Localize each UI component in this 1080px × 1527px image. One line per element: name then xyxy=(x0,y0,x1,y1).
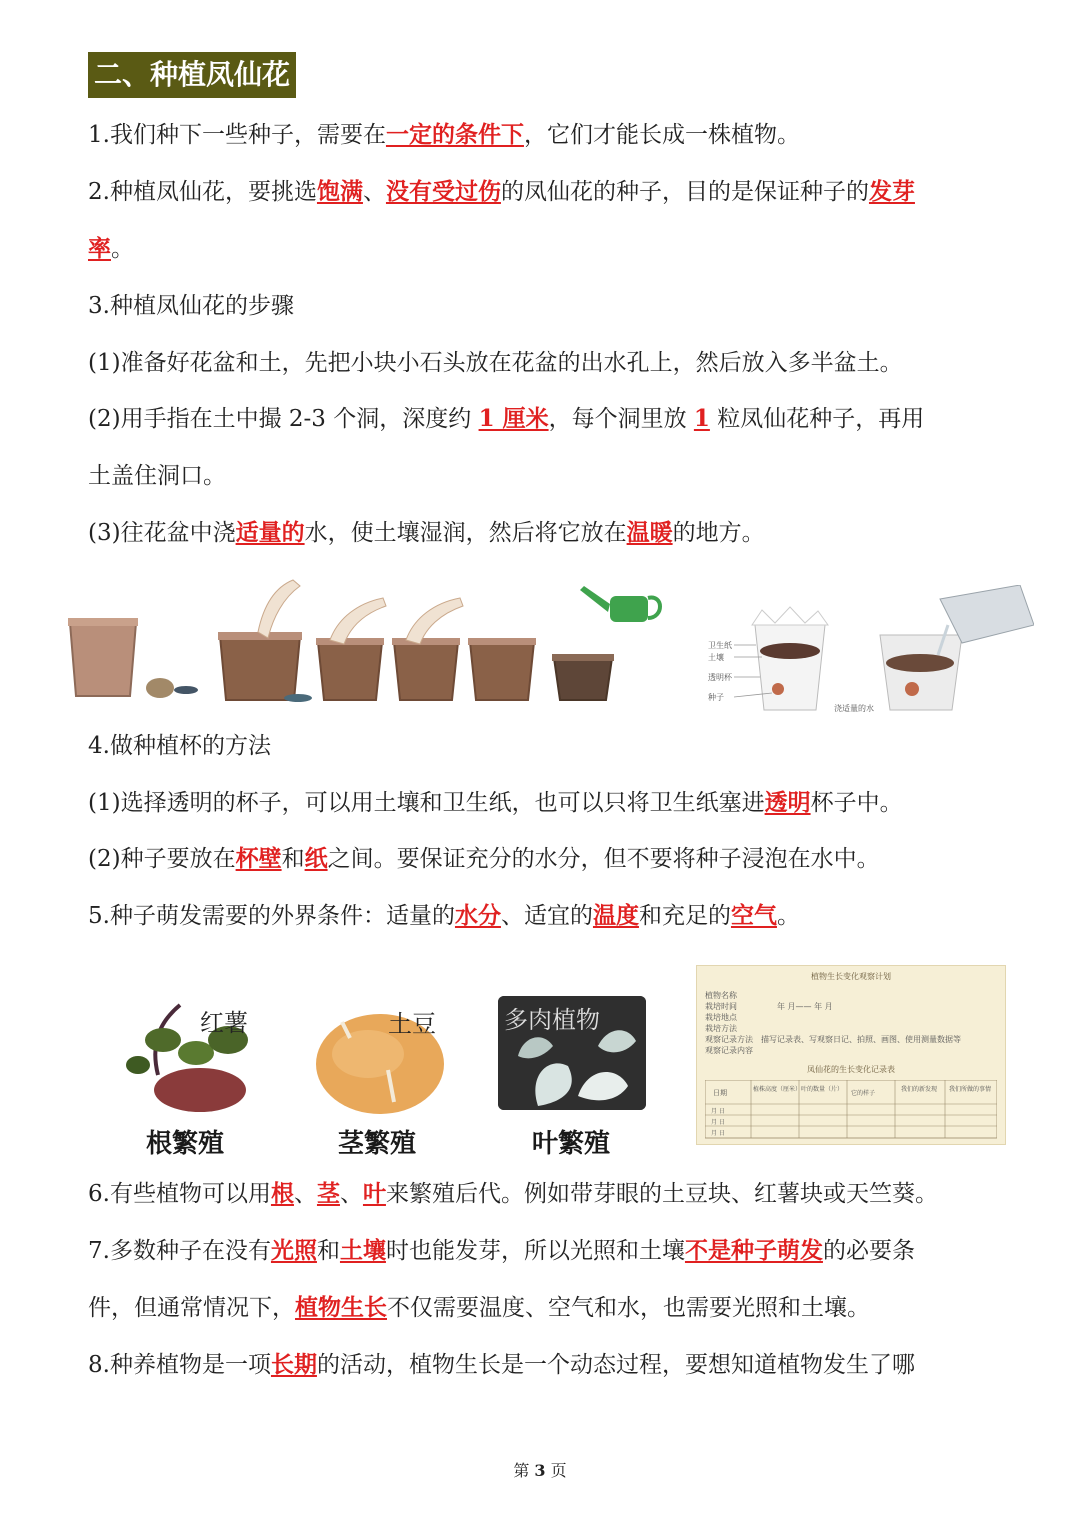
sweet-potato-label: 红薯 xyxy=(200,1009,248,1037)
item-1: 1.我们种下一些种子，需要在一定的条件下，它们才能长成一株植物。 xyxy=(88,121,800,148)
pot-hand-1-image xyxy=(218,580,302,700)
stone-image xyxy=(146,678,174,698)
empty-pot-image xyxy=(68,618,138,696)
record-date-1: 月 日 xyxy=(711,1108,725,1115)
item-4: 4.做种植杯的方法 xyxy=(88,733,271,759)
item-5: 5.种子萌发需要的外界条件：适量的水分、适宜的温度和充足的空气。 xyxy=(88,902,800,929)
succulent-label: 多肉植物 xyxy=(504,1006,600,1034)
plan-time-value: 年 月—— 年 月 xyxy=(777,1002,833,1011)
item-2: 2.种植凤仙花，要挑选饱满、没有受过伤的凤仙花的种子，目的是保证种子的发芽 xyxy=(88,178,915,205)
pot-hand-2-image xyxy=(316,598,386,700)
page-number: 3 xyxy=(534,1461,546,1480)
plan-row-method: 栽培方法 xyxy=(705,1024,737,1033)
watering-can-image xyxy=(580,586,660,622)
plan-row-name: 植物名称 xyxy=(705,991,737,1000)
footer-prefix: 第 xyxy=(513,1461,530,1480)
step-1: (1)准备好花盆和土，先把小块小石头放在花盆的出水孔上，然后放入多半盆土。 xyxy=(88,350,903,376)
stem-propagation-caption: 茎繁殖 xyxy=(338,1129,417,1159)
plan-row-record-method: 观察记录方法 xyxy=(705,1035,753,1044)
record-header-discovery: 我们的新发现 xyxy=(901,1086,938,1093)
cup-drawings xyxy=(700,585,1034,715)
leaf-propagation-caption: 叶繁殖 xyxy=(532,1129,611,1159)
step-3: (3)往花盆中浇适量的水，使土壤湿润，然后将它放在温暖的地方。 xyxy=(88,519,765,546)
record-table-title: 凤仙花的生长变化记录表 xyxy=(807,1065,895,1074)
step-2-cont: 土盖住洞口。 xyxy=(88,463,226,489)
succulent-image xyxy=(498,996,646,1110)
potato-label: 土豆 xyxy=(388,1010,436,1038)
cup-label-water: 浇适量的水 xyxy=(834,704,874,713)
watered-pot-image xyxy=(552,654,614,700)
item-7: 7.多数种子在没有光照和土壤时也能发芽，所以光照和土壤不是种子萌发的必要条 xyxy=(88,1237,915,1264)
pot-hand-3-image xyxy=(392,598,463,700)
item-6: 6.有些植物可以用根、茎、叶来繁殖后代。例如带芽眼的土豆块、红薯块或天竺葵。 xyxy=(88,1180,938,1207)
cup-method-2: (2)种子要放在杯壁和纸之间。要保证充分的水分，但不要将种子浸泡在水中。 xyxy=(88,845,880,872)
footer-suffix: 页 xyxy=(550,1461,567,1480)
record-header-height: 植株高度（厘米） xyxy=(753,1086,802,1093)
item-2-cont: 率。 xyxy=(88,235,134,262)
seed-pile-image xyxy=(284,694,312,702)
record-date-3: 月 日 xyxy=(711,1130,725,1137)
pebbles-image xyxy=(174,686,198,694)
cup-2-image xyxy=(880,635,962,710)
step-2: (2)用手指在土中撮 2-3 个洞，深度约 1 厘米，每个洞里放 1 粒凤仙花种子，再用 xyxy=(88,405,925,432)
record-date-2: 月 日 xyxy=(711,1119,725,1126)
page-footer xyxy=(0,1458,1080,1481)
cup-method-1: (1)选择透明的杯子，可以用土壤和卫生纸，也可以只将卫生纸塞进透明杯子中。 xyxy=(88,789,903,816)
cup-label-seed: 种子 xyxy=(708,693,724,702)
observation-plan-sheet xyxy=(696,965,1006,1145)
potato-image xyxy=(310,998,450,1118)
pot-covered-image xyxy=(468,638,536,700)
planting-cup-illustration xyxy=(700,585,1034,715)
cup-label-soil: 土壤 xyxy=(708,653,724,662)
item-7-cont: 件，但通常情况下，植物生长不仅需要温度、空气和水，也需要光照和土壤。 xyxy=(88,1294,870,1321)
record-header-leaves: 叶的数量（片） xyxy=(801,1086,844,1093)
plan-row-place: 栽培地点 xyxy=(705,1013,737,1022)
plan-row-time: 栽培时间 xyxy=(705,1002,737,1011)
plan-row-record-content: 观察记录内容 xyxy=(705,1046,753,1055)
root-propagation-caption: 根繁殖 xyxy=(146,1129,225,1159)
cup-label-paper: 卫生纸 xyxy=(708,641,732,650)
cup-label-cup: 透明杯 xyxy=(708,673,732,682)
section-heading: 二、种植凤仙花 xyxy=(88,52,296,98)
record-header-tasks: 我们所做的事情 xyxy=(949,1086,992,1093)
sweet-potato-image xyxy=(118,995,263,1117)
plan-title: 植物生长变化观察计划 xyxy=(811,972,891,981)
cup-1-image xyxy=(752,607,828,710)
record-header-date: 日期 xyxy=(713,1089,727,1097)
record-header-look: 它的样子 xyxy=(851,1090,876,1097)
item-8: 8.种养植物是一项长期的活动，植物生长是一个动态过程，要想知道植物发生了哪 xyxy=(88,1351,915,1378)
planting-steps-illustration xyxy=(68,578,688,708)
item-3: 3.种植凤仙花的步骤 xyxy=(88,293,294,319)
plan-record-method-value: 描写记录表、写观察日记、拍照、画图、使用测量数据等 xyxy=(761,1035,961,1044)
